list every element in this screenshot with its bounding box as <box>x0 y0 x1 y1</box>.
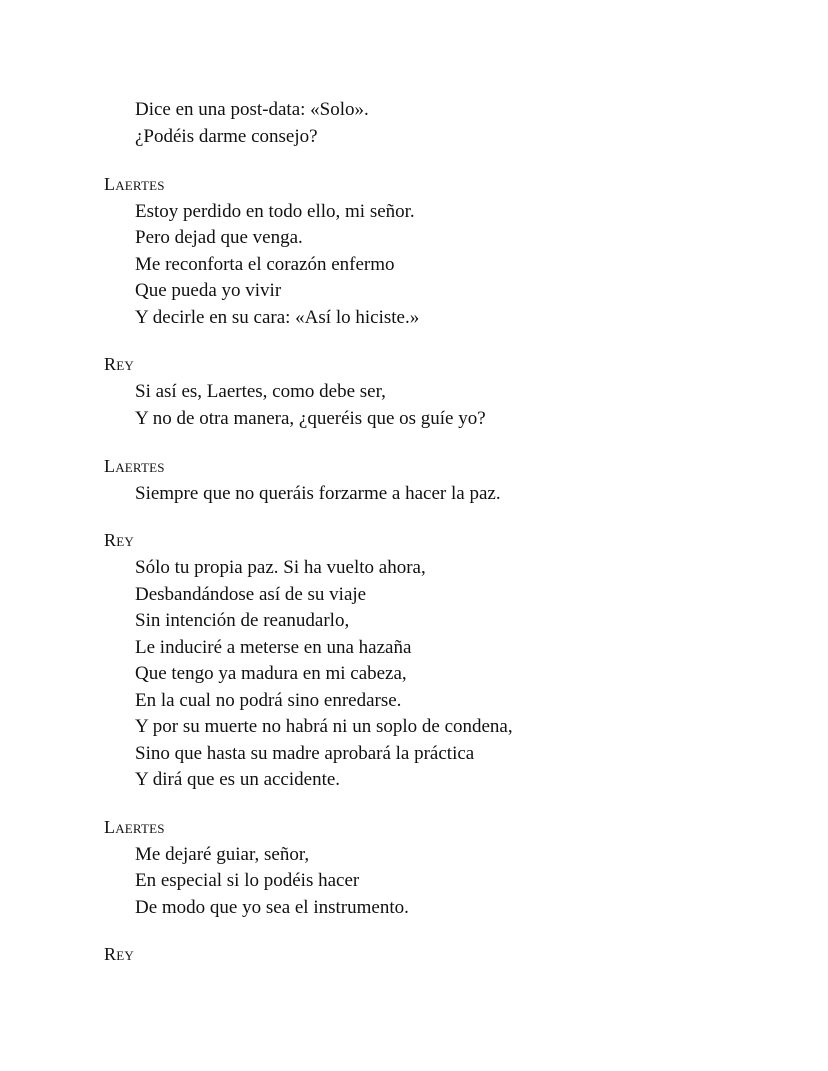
verse-line: Y por su muerte no habrá ni un soplo de condena, <box>135 716 513 737</box>
verse-line: Que pueda yo vivir <box>135 280 282 301</box>
verse-line: Sólo tu propia paz. Si ha vuelto ahora, <box>135 557 426 578</box>
speaker-name: Laertes <box>104 174 165 194</box>
verse-line: Sino que hasta su madre aprobará la práctica <box>135 743 475 764</box>
verse-line: Siempre que no queráis forzarme a hacer la paz. <box>135 483 501 504</box>
verse-line: Desbandándose así de su viaje <box>135 584 367 605</box>
speaker-name: Rey <box>104 354 134 374</box>
verse-line: En la cual no podrá sino enredarse. <box>135 690 402 711</box>
verse-line: Me dejaré guiar, señor, <box>135 844 310 865</box>
verse-line: Me reconforta el corazón enfermo <box>135 254 395 275</box>
verse-line: En especial si lo podéis hacer <box>135 870 360 891</box>
verse-line: ¿Podéis darme consejo? <box>135 126 318 147</box>
speaker-name: Rey <box>104 530 134 550</box>
verse-line: Si así es, Laertes, como debe ser, <box>135 381 386 402</box>
verse-line: Le induciré a meterse en una hazaña <box>135 637 412 658</box>
speaker-name: Laertes <box>104 817 165 837</box>
verse-line: De modo que yo sea el instrumento. <box>135 897 409 918</box>
verse-line: Dice en una post-data: «Solo». <box>135 99 369 120</box>
verse-line: Pero dejad que venga. <box>135 227 303 248</box>
verse-line: Sin intención de reanudarlo, <box>135 610 350 631</box>
verse-line: Y decirle en su cara: «Así lo hiciste.» <box>135 307 420 328</box>
speaker-name: Rey <box>104 944 134 964</box>
verse-line: Y dirá que es un accidente. <box>135 769 341 790</box>
verse-line: Que tengo ya madura en mi cabeza, <box>135 663 407 684</box>
verse-line: Estoy perdido en todo ello, mi señor. <box>135 201 415 222</box>
verse-line: Y no de otra manera, ¿queréis que os guíe yo? <box>135 408 486 429</box>
speaker-name: Laertes <box>104 456 165 476</box>
